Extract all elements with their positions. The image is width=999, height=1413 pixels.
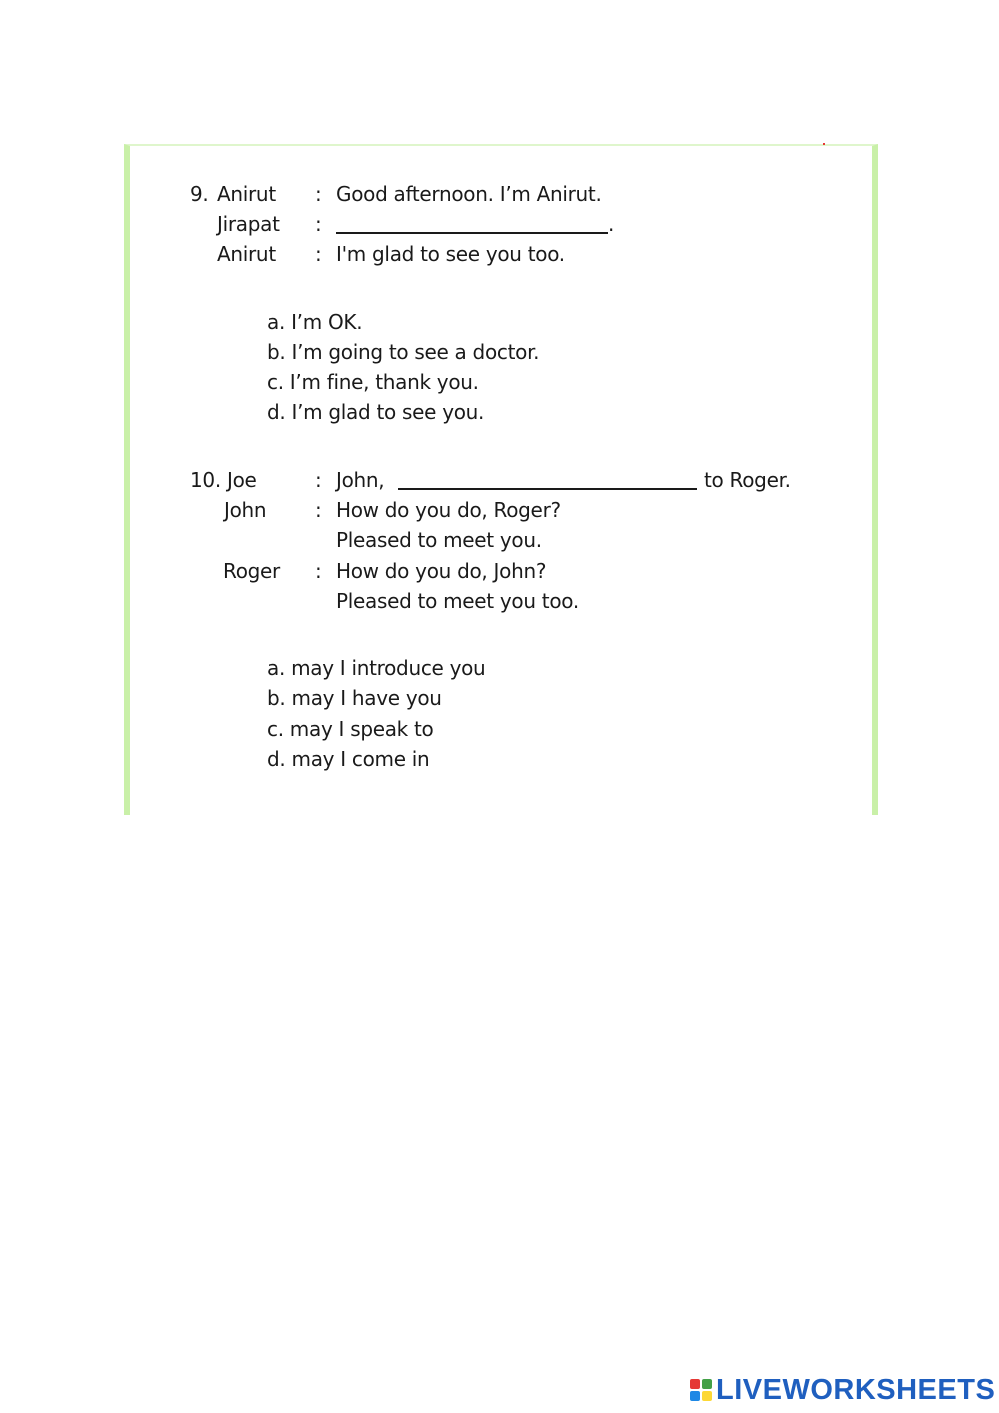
- q10-line-3-cont: Pleased to meet you too.: [336, 589, 579, 613]
- q10-line-2-cont: Pleased to meet you.: [336, 528, 542, 552]
- q10-colon-1: :: [315, 468, 322, 492]
- q9-colon-3: :: [315, 242, 322, 266]
- logo-tile-yellow: [702, 1391, 712, 1401]
- q10-option-c[interactable]: c. may I speak to: [267, 717, 434, 741]
- logo-tile-red: [690, 1379, 700, 1389]
- q9-speaker-3: Anirut: [217, 242, 276, 266]
- liveworksheets-logo[interactable]: [690, 1374, 995, 1406]
- q10-option-b[interactable]: b. may I have you: [267, 686, 442, 710]
- brand-name: LIVEWORKSHEETS: [716, 1373, 996, 1406]
- q9-option-a[interactable]: a. I’m OK.: [267, 310, 363, 334]
- logo-tile-blue: [690, 1391, 700, 1401]
- q9-blank-period: .: [608, 212, 615, 236]
- q9-colon-2: :: [315, 212, 322, 236]
- q10-line-2-text: How do you do, Roger?: [336, 498, 561, 522]
- q10-speaker-3: Roger: [223, 559, 280, 583]
- q9-option-c[interactable]: c. I’m fine, thank you.: [267, 370, 479, 394]
- q9-line-1-text: Good afternoon. I’m Anirut.: [336, 182, 602, 206]
- q9-line-3-text: I'm glad to see you too.: [336, 242, 565, 266]
- q10-line-1-after: to Roger.: [704, 468, 791, 492]
- q9-number: 9.: [190, 182, 209, 206]
- q9-colon-1: :: [315, 182, 322, 206]
- q10-number: 10.: [190, 468, 221, 492]
- q10-line-3-text: How do you do, John?: [336, 559, 547, 583]
- logo-tile-green: [702, 1379, 712, 1389]
- q10-speaker-2: John: [224, 498, 267, 522]
- q10-colon-3: :: [315, 559, 322, 583]
- q9-speaker-2: Jirapat: [217, 212, 280, 236]
- liveworksheets-logo-icon: [690, 1379, 712, 1401]
- q9-option-b[interactable]: b. I’m going to see a doctor.: [267, 340, 540, 364]
- q10-line-1-before: John,: [336, 468, 385, 492]
- q10-colon-2: :: [315, 498, 322, 522]
- q9-answer-blank[interactable]: [336, 232, 608, 234]
- q9-speaker-1: Anirut: [217, 182, 276, 206]
- q10-option-d[interactable]: d. may I come in: [267, 747, 430, 771]
- red-mark: [823, 143, 825, 145]
- q10-option-a[interactable]: a. may I introduce you: [267, 656, 486, 680]
- q10-answer-blank[interactable]: [398, 488, 697, 490]
- q10-speaker-1: Joe: [227, 468, 257, 492]
- q9-option-d[interactable]: d. I’m glad to see you.: [267, 400, 485, 424]
